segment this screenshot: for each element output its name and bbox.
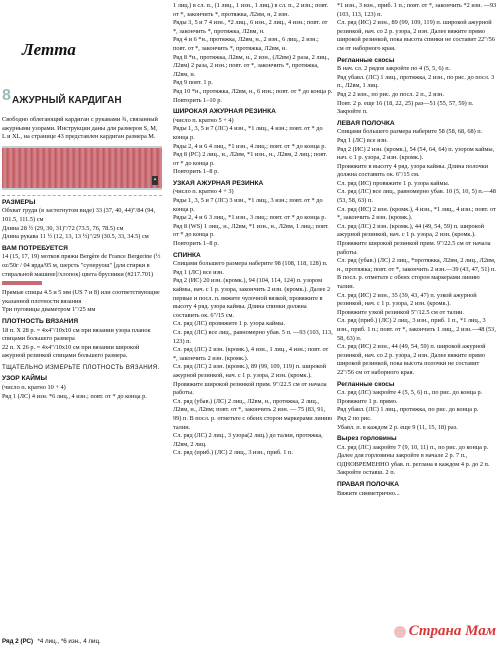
instruction-paragraph: Ряд 8 (РС) 2 лиц., н., Л2вм, *1 изн., н., Л2вм, 2 лиц.; повт. от * до конца р.: [173, 151, 328, 167]
pattern-number: 8: [2, 87, 11, 104]
watermark-text: Страна Мам: [408, 623, 496, 639]
pattern-title: АЖУРНЫЙ КАРДИГАН: [12, 95, 122, 106]
instruction-paragraph: Ряд 2 (ИС) 20 изн. (кромк.), 94 (104, 114, 124) п. узором каймы, нач. с 1 р. узора, закончить 2 изн. (кромк.). Далее 2 первые и посл. п. вяжите чулочной вязкой, провяжите в высоту 4 ряд. узора каймы. Длина спинки должна составить ок. 6"/15 см.: [173, 277, 331, 319]
pattern-title-block: [2, 87, 162, 110]
instruction-paragraph: Повторить 1–10 р.: [173, 96, 222, 104]
instruction-paragraph: Повторить 1–8 р.: [173, 168, 219, 176]
instruction-paragraph: Сл. ряд (убав.) (ЛС) 2 лиц., *протяжка, Л2вм, 2 лиц., Л2вм, н., протяжка; повт. от *, закончить 2 изн.—39 (43, 47, 51) п. В посл. р. отметьте с обеих сторон маркерами линию талии.: [337, 257, 496, 290]
instruction-paragraph: Сл. ряд (ЛС) 2 изн. (кромк.), 4 изн., 1 лиц., 4 изн.; повт. от *, закончить 2 изн. (кромк.).: [173, 346, 329, 362]
material-item: Прямые спицы 4.5 и 5 мм (US 7 и 8) или соответствующие указанной плотности вязания: [2, 289, 160, 305]
watermark: [394, 623, 496, 640]
instruction-paragraph: Ряд 2 по рис.: [337, 414, 372, 422]
instruction-paragraph: Ряд 10 *н., протяжка, Л2вм, н., 6 изн.; повт. от * до конца р.: [173, 87, 333, 95]
instruction-paragraph: Ряд 1 (ЛС) все изн.: [337, 136, 388, 144]
instruction-paragraph: Сл. ряд (приб.) (ЛС) 2 лиц., 3 изн., приб. 1 п.: [173, 449, 293, 457]
section-heading: Регланные скосы: [337, 56, 395, 64]
section-heading: УЗКАЯ АЖУРНАЯ РЕЗИНКА: [173, 179, 264, 187]
instruction-paragraph: Провяжите в высоту 4 ряд. узора каймы. Длина полочки должна составить ок. 6"/15 см.: [337, 162, 489, 179]
instruction-paragraph: *1 изн., 3 изн., приб. 1 п.; повт. от *, закончить *2 изн. —93 (103, 113, 123) п.: [337, 2, 497, 18]
instruction-paragraph: Ряд 9 повт. 1 р.: [173, 79, 213, 87]
photo-badge: ▪: [153, 177, 156, 184]
instruction-paragraph: Ряд убавл. (ЛС) 1 лиц., протяжка, по рис. до конца р.: [337, 406, 479, 414]
instruction-paragraph: Сл. ряд (ЛС) провяжите 1 р. узора каймы.: [173, 320, 286, 328]
column-middle: [173, 2, 333, 458]
instruction-paragraph: (число п. кратно 5 + 4): [173, 116, 234, 124]
chart-label: Ряд 2 (РС): [2, 638, 34, 645]
instruction-paragraph: В нач. сл. 2 рядов закройте по 4 (5, 5, 6) п.: [337, 65, 451, 73]
materials-heading: ВАМ ПОТРЕБУЕТСЯ: [2, 244, 68, 252]
instruction-paragraph: Сл. ряд (ЛС) 2 изн. (кромк.), 44 (49, 54, 59) п. широкой ажурной резинкой, нач. с 1 р. узора, 2 изн. (кромк.). Провяжите широкой резинкой прим. 9"/22.5 см от начала работы.: [337, 222, 491, 256]
instruction-paragraph: Сл. ряд (приб.) (ЛС) 2 лиц., 3 изн., приб. 1 п., *1 лиц., 3 изн., приб. 1 п.; повт. от *, закончить 1 лиц., 2 изн.—48 (53, 58, 63) п.: [337, 317, 496, 342]
section-heading: ПРАВАЯ ПОЛОЧКА: [337, 481, 399, 489]
instruction-paragraph: Ряд 2 (ИС) 2 изн. (кромк.), 54 (54, 64, 64) п. узором каймы, нач. с 1 р. узора, 2 изн. (кромк.).: [337, 145, 495, 162]
instruction-paragraph: Вяжите симметрично...: [337, 489, 400, 497]
instruction-paragraph: Ряд 8 *н., протяжка, Л2вм, н., 2 изн., (Л2вм) 2 раза, 2 лиц., Л2вм) 2 раза, 2 изн.; повт. от *, закончить *, протяжка, Л2вм, н.: [173, 53, 330, 78]
material-item: 14 (15, 17, 19) мотков пряжи Bergère de France Bergerine (½ oz/50г / 04 ярда/95 м, шерсть "суперуош" [для стирки в стиральной машине]/хлопок) цвета брусники (#217.701): [2, 253, 161, 278]
section-heading: Вырез горловины: [337, 435, 397, 443]
watermark-logo-icon: [394, 626, 406, 638]
instruction-paragraph: Ряд убавл. (ЛС) 1 лиц., протяжка, 2 изн., по рис. до посл. 3 п., Л2вм, 1 лиц.: [337, 73, 495, 90]
instruction-paragraph: Сл. ряд (ЛС) все лиц., равномерно убав. 5 п. —93 (103, 113, 123) п.: [173, 328, 333, 345]
size-item: Обхват груди (в застегнутом виде) 33 (37, 40, 44)"/84 (94, 101.5, 111.5) см: [2, 207, 156, 223]
edge-line: Ряд 1 (ЛС) 4 изн. *6 лиц., 4 изн.; повт. от * до конца р.: [2, 392, 147, 400]
instruction-paragraph: Ряды 2, 4 и 6 3 лиц., *1 изн., 3 лиц.; повт. от * до конца р.: [173, 214, 327, 222]
instruction-paragraph: Сл. ряд (ИС) 2 изн., 44 (49, 54, 59) п. широкой ажурной резинкой, нач. со 2 р. узора, 2 изн. Далее вяжите прямо широкой резинкой, пока высота полочки не составит 22"/56 см от наборного края.: [337, 343, 486, 376]
pattern-intro: Свободно облегающий кардиган с рукавами ¾, связанный ажурными узорами. Инструкции даны для размеров S, M, L и XL, на странице 43 представлен кардиган размера M.: [2, 116, 158, 141]
instruction-paragraph: Ряды 1, 3, 5 и 7 (ЛС) 3 изн., *1 лиц., 3 изн.; повт. от * до конца р.: [173, 197, 323, 213]
instruction-paragraph: 1 лиц.) в сл. п., (1 лиц., 1 изн., 1 лиц.) в сл. п., 2 изн.; повт. от *, закончить *, протяжка, Л2вм, н, 2 изн.: [173, 2, 329, 18]
edge-line: (число п. кратно 10 + 4): [2, 384, 66, 392]
instruction-paragraph: Ряды 1, 3, 5 и 7 (ЛС) 4 изн., *1 лиц., 4 изн.; повт. от * до конца р.: [173, 125, 323, 141]
instruction-paragraph: Сл. ряд (ЛС) 2 лиц., 3 узора(2 лиц.) до талии, протяжка, Л2вм, 2 лиц.: [173, 432, 323, 448]
instruction-paragraph: Ряды 2, 4 и 6 4 лиц., *1 изн., 4 лиц.; повт. от * до конца р.: [173, 142, 327, 150]
size-item: Длина рукава 11 ½ (12, 13, 13 ½)"/29 (30.5, 33, 34.5) см: [2, 233, 149, 241]
instruction-paragraph: Сл. ряд (ЛС) все лиц., равномерно убав. 10 (5, 10, 5) п.—48 (53, 58, 63) п.: [337, 188, 496, 205]
divider: [2, 195, 162, 196]
instruction-paragraph: Спицами большего размера наберите 98 (108, 118, 128) п.: [173, 260, 328, 268]
instruction-paragraph: Ряд 4 и 6 *н., протяжка, Л2вм, н., 2 изн., 6 лиц., 2 изн.; повт. от *, закончить *, протяжка, Л2вм, н.: [173, 36, 319, 52]
section-heading: ЛЕВАЯ ПОЛОЧКА: [337, 119, 395, 127]
instruction-paragraph: Сл. ряд (ИС) 2 изн., 35 (39, 43, 47) п. узкой ажурной резинкой, нач. с 1 р. узора, 2 изн. (кромк.).: [337, 291, 477, 308]
instruction-paragraph: Сл. ряд (убав.) (ЛС) 2 лиц., Л2вм, н., протяжка, 2 лиц., Л2вм, н., Л2вм; повт. от *, закончить 2 изн. — 75 (83, 91, 99) п. В посл. р. отметьте с обеих сторон маркерами линию талии.: [173, 397, 333, 431]
instruction-paragraph: Спицами большего размера наберите 58 (58, 68, 68) п.: [337, 128, 483, 136]
gauge-heading: ПЛОТНОСТЬ ВЯЗАНИЯ: [2, 317, 79, 325]
yarn-swatch-photo: [2, 146, 162, 190]
instruction-paragraph: Ряд 8 (WS) 1 лиц., н., Л2вм, *1 изн., н., Л2вм, 1 лиц.; повт. от * до конца р.: [173, 222, 329, 239]
instruction-paragraph: Сл. ряд (ЛС) закройте 4 (5, 5, 6) п., по рис. до конца р. Провяжите 1 р. прямо.: [337, 389, 483, 405]
instruction-paragraph: (число п. кратно 4 + 3): [173, 188, 234, 196]
edge-heading: УЗОР КАЙМЫ: [2, 375, 47, 383]
instruction-paragraph: Сл. ряд (ИС) провяжите 1 р. узора каймы.: [337, 179, 450, 187]
instruction-paragraph: Ряд 2 2 изн., по рис. до посл. 2 п., 2 изн.: [337, 90, 444, 98]
instruction-paragraph: Ряд 1 (ЛС) все изн.: [173, 268, 224, 276]
brand-title: Летта: [22, 40, 76, 59]
instruction-paragraph: Сл. ряд (ЛС) 2 изн. (кромк.), 89 (99, 109, 119) п. широкой ажурной резинкой, нач. с 1 р. узора, 2 изн. (кромк.). Провяжите широкой резинкой прим. 9"/22.5 см от начала работы.: [173, 363, 327, 397]
instruction-paragraph: Повторить 1–8 р.: [173, 240, 219, 248]
column-right: [337, 2, 497, 498]
sizes-heading: РАЗМЕРЫ: [2, 198, 36, 206]
yarn-color-sample: [2, 281, 42, 285]
instruction-paragraph: Сл. ряд (ЛС) закройте 7 (9, 10, 11) п., по рис. до конца р. Далее для горловины закройте в начале 2 р. 7 п., ОДНОВРЕМЕННО убав. п. реглана в каждом 4 р. до 2 п. Закройте оставш. 2 п.: [337, 443, 490, 477]
instruction-paragraph: Ряды 3, 5 и 7 4 изн., *2 лиц., 6 изн., 2 лиц., 4 изн.; повт. от *, закончить *, протяжка, Л2вм, н.: [173, 19, 328, 35]
stitch-chart-row: [2, 630, 162, 645]
gauge-item: 18 п. Х 28 р. = 4х4"/10х10 см при вязании узора планок спицами большего размера: [2, 326, 151, 343]
instruction-paragraph: Убавл. п. в каждом 2 р. еще 9 (11, 15, 18) раз.: [337, 423, 458, 431]
material-item: Три пуговицы диаметром 1"/25 мм: [2, 306, 96, 314]
chart-pattern: *4 лиц., *6 изн., 4 лиц.: [37, 638, 101, 645]
instruction-paragraph: Повт. 2 р. еще 16 (18, 22, 25) раз—51 (55, 57, 59) п. Закройте п.: [337, 99, 474, 116]
section-heading: Регланные скосы: [337, 380, 395, 388]
section-heading: ШИРОКАЯ АЖУРНАЯ РЕЗИНКА: [173, 108, 276, 116]
instruction-paragraph: Сл. ряд (ИС) 2 изн. (кромк.), 4 изн., *1 лиц., 4 изн.; повт. от *, закончить 2 изн. (кромк.).: [337, 205, 496, 222]
section-heading: СПИНКА: [173, 251, 201, 259]
gauge-item: 22 п. Х 26 р. = 4х4"/10х10 см при вязании широкой ажурной резинкой спицами большего размера.: [2, 343, 140, 360]
instruction-paragraph: Провяжите узкой резинкой 5"/12.5 см от талии.: [337, 308, 464, 316]
gauge-caption: ТЩАТЕЛЬНО ИЗМЕРЬТЕ ПЛОТНОСТЬ ВЯЗАНИЯ.: [2, 363, 160, 371]
column-left: [2, 2, 162, 401]
instruction-paragraph: Сл. ряд (ИС) 2 изн., 89 (99, 109, 119) п. широкой ажурной резинкой, нач. со 2 р. узора, 2 изн. Далее вяжите прямо широкой резинкой, пока высота спинки не составит 22"/56 см от наборного края.: [337, 19, 495, 52]
size-item: Длина 28 ½ (29, 30, 31)"/72 (73.5, 76, 78.5) см: [2, 224, 124, 232]
